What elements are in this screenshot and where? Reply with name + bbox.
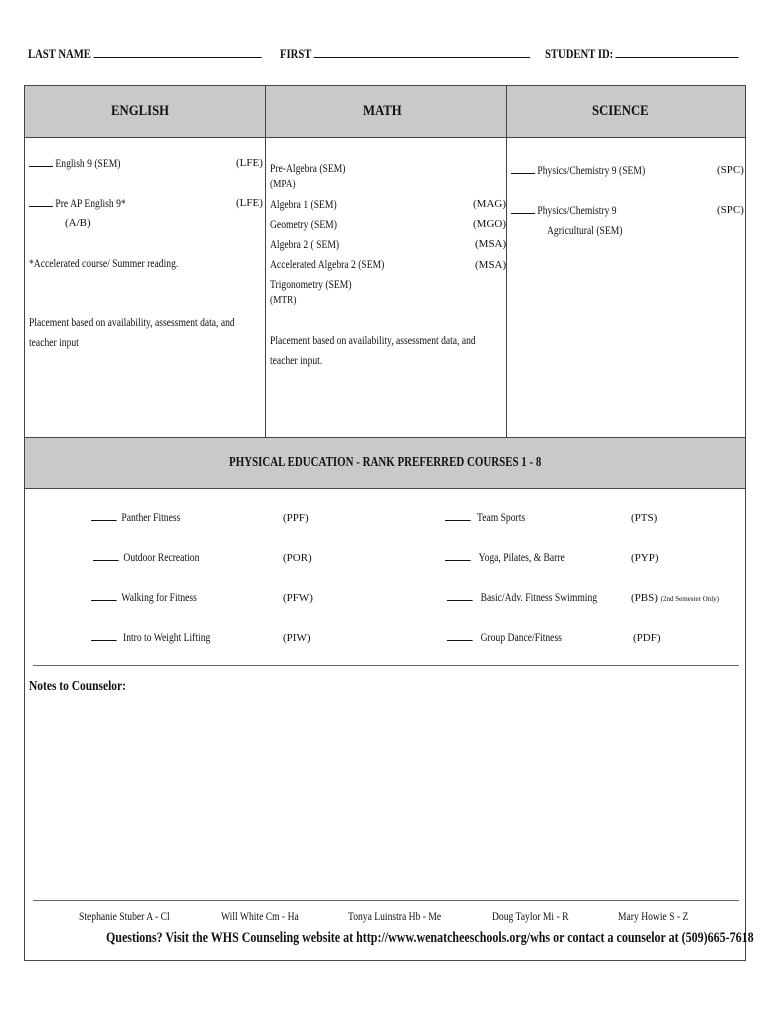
rank-blank[interactable] [91,511,117,521]
column-divider [265,86,266,437]
pe-option-intro-weight-lifting[interactable] [91,630,240,644]
course-code: (MSA) [475,238,507,250]
rank-blank[interactable] [447,591,473,601]
math-course-trigonometry[interactable]: Trigonometry (SEM) [270,277,352,291]
choice-blank[interactable] [511,204,535,214]
rank-blank[interactable] [445,511,471,521]
last-name-label: LAST NAME [28,46,91,61]
pe-course-code: (PDF) [633,632,661,644]
course-name-line2: Agricultural (SEM) [547,223,623,237]
counselor-name: Doug Taylor Mi - R [492,909,569,923]
science-course-physics-chemistry-9[interactable] [511,163,679,177]
first-name-field[interactable] [280,46,585,62]
pe-course-name: Outdoor Recreation [123,550,200,564]
course-name: Pre AP English 9* [55,196,126,210]
last-name-line[interactable] [93,46,261,58]
first-name-label: FIRST [280,46,312,61]
student-id-line[interactable] [616,46,739,58]
student-id-label: STUDENT ID: [545,46,614,61]
pe-course-code: (PPF) [283,512,309,524]
course-name: English 9 (SEM) [55,156,121,170]
pe-option-walking-for-fitness[interactable] [91,590,223,604]
student-id-field[interactable] [545,46,770,62]
choice-blank[interactable] [511,164,535,174]
pe-course-code: (POR) [283,552,312,564]
pe-option-panther-fitness[interactable] [91,510,203,524]
pe-course-name: Walking for Fitness [121,590,197,604]
course-code: (SPC) [717,164,744,176]
semester-note: (2nd Semester Only) [660,595,719,603]
math-course-geometry[interactable]: Geometry (SEM) [270,217,337,231]
pe-option-group-dance-fitness[interactable] [447,630,591,644]
math-course-accelerated-algebra-2[interactable]: Accelerated Algebra 2 (SEM) [270,257,385,271]
choice-blank[interactable] [29,157,53,167]
course-name: Physics/Chemistry 9 (SEM) [537,163,646,177]
english-heading: ENGLISH [110,103,169,119]
science-heading: SCIENCE [592,103,649,119]
pe-course-name: Panther Fitness [121,510,181,524]
pe-option-fitness-swimming[interactable] [447,590,635,604]
counselor-name: Will White Cm - Ha [221,909,299,923]
pe-option-outdoor-recreation[interactable] [93,550,226,564]
counselor-name: Tonya Luinstra Hb - Me [348,909,442,923]
math-course-algebra-1[interactable]: Algebra 1 (SEM) [270,197,337,211]
pe-course-name: Intro to Weight Lifting [123,630,211,644]
pe-option-team-sports[interactable] [445,510,545,524]
pe-course-code: (PYP) [631,552,659,564]
course-code: (MSA) [475,259,507,271]
pe-course-code: (PTS) [631,512,658,524]
math-placement-note: Placement based on availability, assessment data, and teacher input. [270,333,476,367]
course-code: (MTR) [270,294,297,306]
science-course-physics-chemistry-9-ag[interactable] [511,203,643,217]
rank-blank[interactable] [91,631,117,641]
accelerated-note: *Accelerated course/ Summer reading. [29,256,179,270]
section-divider [33,665,739,666]
course-code: (LFE) [236,157,263,169]
footer-contact-line: Questions? Visit the WHS Counseling website at http://www.wenatcheeschools.org/whs or contact a counselor at (509)665-7618 [105,930,754,946]
footer-divider [33,900,739,901]
rank-blank[interactable] [93,551,119,561]
last-name-field[interactable] [28,46,313,62]
pe-course-code: (PIW) [283,632,311,644]
pe-course-name: Basic/Adv. Fitness Swimming [480,590,598,604]
rank-blank[interactable] [447,631,473,641]
math-course-pre-algebra[interactable]: Pre-Algebra (SEM) [270,161,346,175]
choice-blank[interactable] [29,197,53,207]
pe-option-yoga-pilates-barre[interactable] [445,550,595,564]
pe-course-name: Yoga, Pilates, & Barre [478,550,565,564]
rank-blank[interactable] [445,551,471,561]
pe-course-name: Group Dance/Fitness [480,630,562,644]
first-name-line[interactable] [314,46,530,58]
math-course-algebra-2[interactable]: Algebra 2 ( SEM) [270,237,340,251]
course-code: (MPA) [270,178,296,190]
course-code: (SPC) [717,204,744,216]
rank-blank[interactable] [91,591,117,601]
pe-heading: PHYSICAL EDUCATION - RANK PREFERRED COURSES 1 - 8 [25,437,745,489]
math-heading: MATH [362,103,402,119]
course-selection-form [24,85,754,961]
course-name: Physics/Chemistry 9 [537,203,617,217]
counselor-name: Stephanie Stuber A - Cl [79,909,170,923]
notes-area[interactable] [33,698,737,888]
english-placement-note: Placement based on availability, assessment data, and teacher input [29,315,235,349]
course-note: (A/B) [65,217,91,229]
notes-to-counselor-label: Notes to Counselor: [29,679,126,694]
course-code: (MAG) [473,198,506,210]
pe-course-code: (PFW) [283,592,313,604]
course-code: (LFE) [236,197,263,209]
pe-course-name: Team Sports [477,510,526,524]
subject-header-row [25,86,745,138]
counselor-name: Mary Howie S - Z [618,909,689,923]
english-course-pre-ap-english-9[interactable] [29,196,150,210]
english-course-english-9[interactable] [29,156,143,170]
course-code: (MGO) [473,218,506,230]
pe-course-code: (PBS) (2nd Semester Only) [631,592,719,604]
